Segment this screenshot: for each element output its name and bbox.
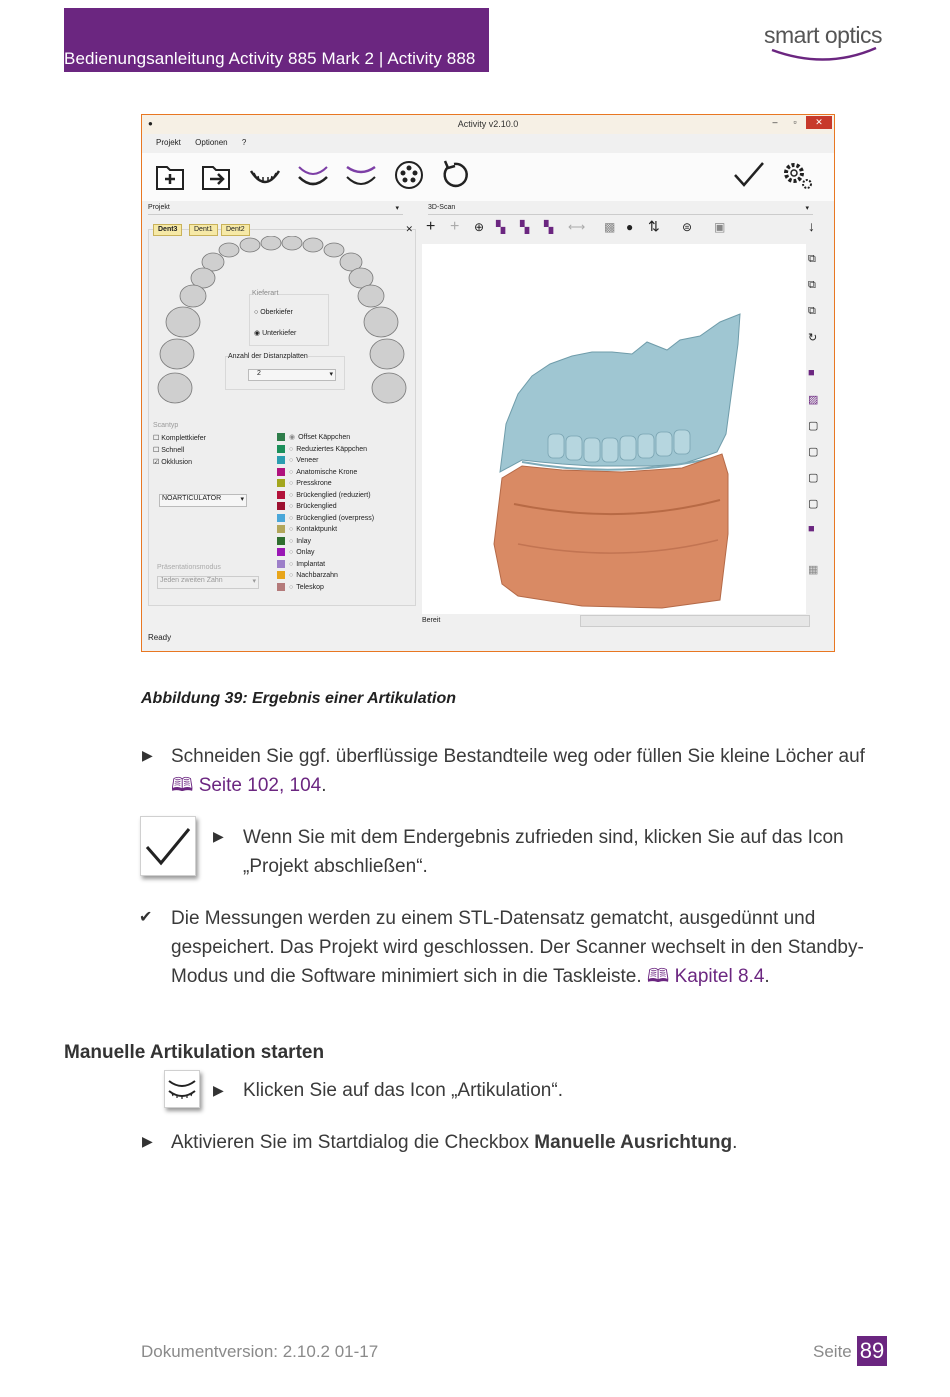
restoration-item[interactable]: [277, 559, 413, 571]
restoration-item[interactable]: [277, 570, 413, 582]
view-back-icon[interactable]: ▨: [808, 394, 819, 406]
project-panel-header: [148, 204, 403, 215]
radio-icon: ○: [289, 468, 294, 476]
restoration-label: Anatomische Krone: [296, 468, 358, 476]
restoration-label: Nachbarzahn: [296, 572, 338, 579]
3d-viewport[interactable]: [422, 244, 806, 614]
restoration-label: Reduziertes Käppchen: [296, 445, 368, 453]
page-number: 89: [857, 1336, 887, 1366]
step-2: Wenn Sie mit dem Endergebnis zufrieden sind, klicken Sie auf das Icon „Projekt abschließen“.: [243, 827, 844, 877]
page-label: Seite: [813, 1342, 852, 1361]
scan-toolbar: [422, 218, 822, 240]
restoration-color-swatch: [277, 433, 285, 441]
application-screenshot: [141, 114, 835, 652]
restoration-label: Presskrone: [296, 480, 332, 487]
tab-dent2[interactable]: Dent2: [221, 224, 250, 236]
upper-jaw-icon[interactable]: [344, 159, 378, 191]
add-scan-icon[interactable]: +: [426, 218, 436, 235]
restoration-color-swatch: [277, 479, 285, 487]
restoration-label: Brückenglied (overpress): [296, 514, 375, 522]
scantype-label: Scantyp: [153, 422, 179, 429]
radio-icon: ○: [289, 491, 294, 499]
restoration-item[interactable]: [277, 582, 413, 594]
restoration-color-swatch: [277, 583, 285, 591]
scantype-schnell[interactable]: ☐ Schnell: [153, 447, 185, 454]
radio-icon: ○: [289, 480, 294, 487]
step-4: Aktivieren Sie im Startdialog die Checkbox Manuelle Ausrichtung.: [171, 1132, 738, 1153]
settings-gear-icon[interactable]: [780, 159, 814, 191]
reset-view-icon[interactable]: ↻: [808, 332, 818, 344]
restoration-item[interactable]: [277, 490, 413, 502]
articulation-icon[interactable]: [296, 159, 330, 191]
radio-icon: ○: [289, 457, 294, 464]
progress-bar: [580, 615, 810, 627]
result-check-icon: ✔: [139, 909, 153, 926]
menu-optionen[interactable]: Optionen: [195, 138, 228, 147]
panel-dropdown-icon[interactable]: ▾: [395, 205, 399, 212]
restoration-label: Onlay: [296, 549, 315, 556]
step-arrow-icon: ▶: [142, 747, 153, 763]
articulation-side-icon: [164, 1070, 200, 1108]
radio-icon: ○: [289, 549, 294, 556]
finish-project-side-icon: [140, 816, 196, 876]
jaw-type-label: Kieferart: [252, 290, 279, 297]
step-1: Schneiden Sie ggf. überflüssige Bestandteile weg oder füllen Sie kleine Löcher auf 🕮 Seite 102, 104.: [171, 746, 865, 796]
spacer-group: [225, 353, 345, 390]
save-icon[interactable]: ▣: [714, 220, 726, 234]
view-left-icon[interactable]: ▢: [808, 420, 819, 432]
radio-icon: ○: [289, 583, 294, 591]
scan-panel-label: 3D-Scan: [428, 204, 456, 211]
restoration-item[interactable]: [277, 524, 413, 536]
spacer-label: Anzahl der Distanzplatten: [228, 353, 308, 360]
section-heading: Manuelle Artikulation starten: [64, 1042, 325, 1063]
step-arrow-icon: ▶: [213, 828, 224, 844]
menu-projekt[interactable]: Projekt: [156, 138, 181, 147]
app-icon: ●: [148, 119, 153, 128]
restoration-label: Kontaktpunkt: [296, 526, 338, 533]
step-1-link[interactable]: Seite 102, 104: [198, 775, 322, 796]
radio-icon: ○: [289, 560, 294, 568]
presentation-select[interactable]: Jeden zweiten Zahn ▾: [157, 576, 259, 589]
lower-jaw-icon[interactable]: [248, 159, 282, 191]
maximize-icon[interactable]: ▫: [793, 117, 797, 127]
restoration-label: Teleskop: [296, 583, 324, 591]
restoration-item[interactable]: [277, 547, 413, 559]
add-region-icon[interactable]: +: [450, 218, 460, 235]
restoration-item[interactable]: [277, 478, 413, 490]
finish-project-icon[interactable]: [732, 159, 766, 191]
select-tool-icon[interactable]: ▚: [496, 220, 506, 234]
measure-icon[interactable]: ⟷: [568, 220, 586, 234]
jaw-scan-model: [422, 244, 806, 614]
restoration-color-swatch: [277, 491, 285, 499]
window-title: Activity v2.10.0: [457, 119, 519, 129]
restoration-item[interactable]: [277, 467, 413, 479]
jaw-option-lower[interactable]: ◉ Unterkiefer: [254, 330, 297, 337]
logo-swoosh-icon: [764, 18, 889, 68]
fill-tool-icon[interactable]: ▚: [544, 220, 554, 234]
figure-caption: Abbildung 39: Ergebnis einer Artikulation: [141, 690, 456, 707]
radio-icon: ○: [289, 503, 294, 510]
step-arrow-icon: ▶: [213, 1082, 224, 1098]
restoration-color-swatch: [277, 525, 285, 533]
undo-icon[interactable]: [440, 159, 474, 191]
scan-dropdown-icon[interactable]: ▾: [805, 205, 809, 212]
view-grid-icon[interactable]: ▦: [808, 564, 819, 576]
restoration-color-swatch: [277, 537, 285, 545]
restoration-color-swatch: [277, 456, 285, 464]
scantype-komplettkiefer[interactable]: ☐ Komplettkiefer: [153, 435, 206, 442]
restoration-label: Implantat: [296, 560, 326, 568]
restoration-color-swatch: [277, 468, 285, 476]
restoration-item[interactable]: [277, 536, 413, 548]
view-bottom-icon[interactable]: ▢: [808, 498, 819, 510]
menu-help[interactable]: ?: [241, 138, 247, 147]
view-iso-icon[interactable]: ■: [808, 523, 815, 535]
status-right-text: Bereit: [422, 617, 441, 624]
cut-tool-icon[interactable]: ▚: [520, 220, 530, 234]
jaw-option-upper[interactable]: ○ Oberkiefer: [254, 309, 293, 316]
grid-icon[interactable]: ▩: [604, 220, 616, 234]
view-x-icon[interactable]: ⧉: [808, 253, 816, 265]
restoration-color-swatch: [277, 548, 285, 556]
radio-icon: ○: [289, 572, 294, 579]
spacer-select[interactable]: 2 ▾: [248, 369, 336, 381]
view-top-icon[interactable]: ▢: [808, 472, 819, 484]
smart-optics-logo: [764, 18, 889, 68]
radio-icon: ○: [289, 537, 294, 545]
presentation-label: Präsentationsmodus: [157, 564, 221, 571]
radio-icon: ○: [289, 526, 294, 533]
minimize-icon[interactable]: –: [772, 117, 778, 127]
restoration-item[interactable]: [277, 513, 413, 525]
sort-icon[interactable]: ⇅: [648, 218, 660, 234]
view-y-icon[interactable]: ⧉: [808, 279, 816, 291]
restoration-color-swatch: [277, 445, 285, 453]
articulator-select[interactable]: NOARTICULATOR ▾: [159, 494, 247, 507]
restoration-item[interactable]: [277, 501, 413, 513]
rotate-table-icon[interactable]: ⊕: [474, 220, 485, 234]
restoration-item[interactable]: [277, 455, 413, 467]
restoration-item[interactable]: [277, 444, 413, 456]
restoration-label: Brückenglied: [296, 503, 337, 510]
step-arrow-icon: ▶: [142, 1133, 153, 1149]
view-front-icon[interactable]: ■: [808, 367, 815, 379]
view-z-icon[interactable]: ⧉: [808, 305, 816, 317]
close-tab-icon[interactable]: ✕: [405, 224, 413, 234]
die-plate-icon[interactable]: [392, 159, 426, 191]
restoration-label: Offset Käppchen: [298, 434, 351, 441]
restoration-label: Veneer: [296, 457, 319, 464]
radio-icon: ◉: [289, 434, 296, 441]
scantype-group: [153, 420, 265, 480]
restoration-item[interactable]: [277, 432, 413, 444]
tab-dent1[interactable]: Dent1: [189, 224, 218, 236]
window-titlebar: [142, 115, 834, 134]
restoration-label: Brückenglied (reduziert): [296, 491, 371, 499]
project-panel-label: Projekt: [148, 204, 170, 211]
scantype-okklusion[interactable]: ☑ Okklusion: [153, 459, 192, 466]
model-icon[interactable]: ⊜: [682, 220, 693, 234]
status-bar: [142, 617, 834, 651]
paint-icon[interactable]: ●: [626, 220, 634, 234]
open-project-icon[interactable]: [200, 159, 234, 191]
restoration-color-swatch: [277, 514, 285, 522]
result-text: Die Messungen werden zu einem STL-Datensatz gematcht, ausgedünnt und gespeichert. Das Projekt wird geschlossen. Der Scanner wechselt in den Standby- Modus und die Software minimiert sich in die Taskleiste. 🕮 Kapitel 8.4.: [171, 908, 864, 987]
radio-icon: ○: [289, 445, 294, 453]
restoration-color-swatch: [277, 502, 285, 510]
document-version: Dokumentversion: 2.10.2 01-17: [141, 1342, 379, 1361]
logo-text: smart optics: [764, 22, 882, 48]
scroll-down-icon[interactable]: ↓: [808, 218, 815, 234]
tab-dent3[interactable]: Dent3: [153, 224, 182, 236]
header-title: Bedienungsanleitung Activity 885 Mark 2 | Activity 888: [64, 49, 476, 68]
restoration-list: [277, 432, 413, 593]
scan-panel-header: [428, 204, 813, 215]
restoration-color-swatch: [277, 560, 285, 568]
view-right-icon[interactable]: ▢: [808, 446, 819, 458]
jaw-type-group: [249, 290, 329, 346]
step-3: Klicken Sie auf das Icon „Artikulation“.: [243, 1080, 563, 1101]
result-link[interactable]: Kapitel 8.4: [674, 966, 765, 987]
restoration-label: Inlay: [296, 537, 312, 545]
book-icon: 🕮: [646, 966, 670, 987]
restoration-color-swatch: [277, 571, 285, 579]
book-icon: 🕮: [171, 775, 194, 796]
close-icon[interactable]: ✕: [806, 116, 832, 129]
project-panel: [148, 224, 416, 606]
menu-bar: [156, 138, 258, 147]
view-toolbar: [806, 253, 826, 603]
new-project-icon[interactable]: [154, 159, 188, 191]
main-toolbar: [142, 153, 834, 201]
radio-icon: ○: [289, 514, 294, 522]
status-left-text: Ready: [148, 633, 172, 642]
